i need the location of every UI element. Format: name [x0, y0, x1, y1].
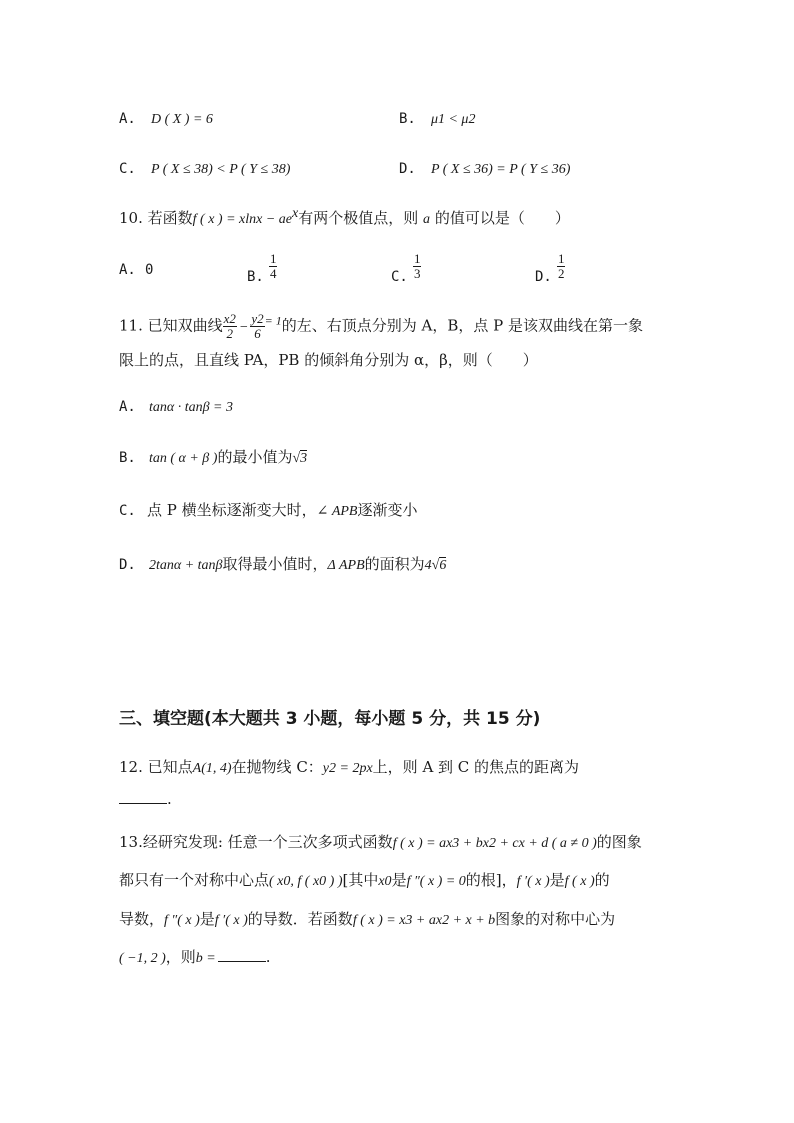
q13-line4-b: b = [195, 951, 216, 966]
question-13-line-3 [119, 908, 615, 929]
q10-expr-sup: x [292, 206, 299, 221]
option-label: D. [399, 161, 416, 177]
q13-line3-expr-3: f ( x ) = x3 + ax2 + x + b [352, 913, 496, 928]
option-label: C. [119, 161, 136, 177]
fraction-denominator: 3 [413, 266, 421, 281]
q11-option-d [119, 553, 446, 574]
answer-blank[interactable] [119, 791, 167, 804]
q9-option-b [399, 108, 475, 128]
q13-line3-expr-1: f ″( x ) [164, 913, 200, 928]
q13-line1-end: 的图象 [596, 833, 642, 851]
q13-line2-text-6: 的 [594, 871, 610, 889]
fraction-denominator: 2 [226, 326, 234, 341]
question-13-line-1 [119, 831, 642, 852]
fraction-denominator: 2 [557, 266, 565, 281]
q13-line2-text-3: 是 [391, 871, 407, 889]
question-number: 13. [119, 833, 143, 851]
q10-text-end: 的值可以是（ ） [434, 209, 570, 227]
q13-line3-text-3: 的导数．若函数 [247, 910, 353, 928]
option-expr: D ( X ) = 6 [150, 112, 213, 127]
option-expr: tan ( α + β ) [148, 451, 218, 466]
fraction [269, 252, 278, 281]
option-expr-2: Δ APB [327, 558, 365, 573]
section-heading: 三、填空题(本大题共 3 小题，每小题 5 分，共 15 分) [119, 709, 541, 729]
question-11-line-2: 限上的点，且直线 PA，PB 的倾斜角分别为 α，β，则（ ） [119, 351, 538, 369]
question-number: 12. [119, 758, 143, 776]
q13-line2-x0: x0 [378, 874, 392, 889]
question-13-line-4 [119, 946, 271, 967]
option-label: B. [247, 269, 264, 285]
option-label: C. [119, 503, 136, 519]
q10-option-a [119, 259, 153, 278]
q12-expr: y2 = 2px [322, 761, 373, 776]
fraction-numerator: 1 [413, 251, 421, 266]
sqrt-radicand: 3 [300, 451, 308, 466]
option-text: 的面积为 [364, 555, 425, 573]
question-12 [119, 756, 579, 777]
option-text: 的最小值为 [217, 448, 293, 466]
q12-point: A(1, 4) [192, 761, 232, 776]
q12-text-2: 在抛物线 C： [231, 758, 323, 776]
q10-text-after: 有两个极值点，则 [298, 209, 419, 227]
fraction-numerator: 1 [269, 251, 277, 266]
fraction-x [223, 312, 237, 341]
q10-expr: f ( x ) = xlnx − ae [192, 212, 293, 227]
option-label: C. [391, 269, 408, 285]
q13-line2-expr-2: f ″( x ) = 0 [406, 874, 466, 889]
fraction-numerator: x2 [223, 311, 236, 326]
q10-option-b [247, 252, 277, 285]
fraction-numerator: y2 [251, 311, 264, 326]
q13-line2-text-1: 都只有一个对称中心点 [119, 871, 270, 889]
option-value: 0 [144, 262, 154, 278]
question-11-line-1 [119, 312, 643, 341]
fraction-numerator: 1 [557, 251, 565, 266]
q13-line2-text-5: 是 [549, 871, 565, 889]
fraction [557, 252, 566, 281]
fraction [413, 252, 422, 281]
option-expr: tanα · tanβ = 3 [148, 400, 234, 415]
option-expr: P ( X ≤ 36) = P ( Y ≤ 36) [430, 162, 571, 177]
q13-line4-text: ，则 [165, 948, 196, 966]
option-text: 点 P 横坐标逐渐变大时， [146, 501, 317, 519]
sqrt-sign: √ [431, 558, 440, 573]
q13-line4-end: . [265, 948, 271, 966]
q13-line1-expr: f ( x ) = ax3 + bx2 + cx + d ( a ≠ 0 ) [392, 836, 597, 851]
sqrt-sign: √ [292, 451, 301, 466]
option-expr: ∠ APB [316, 504, 358, 519]
option-text: 取得最小值时， [222, 555, 328, 573]
q10-option-d [535, 252, 565, 285]
option-label: B. [399, 111, 416, 127]
question-10 [119, 206, 570, 228]
q12-answer-line [119, 790, 172, 808]
sqrt-radicand: 6 [439, 558, 447, 573]
option-label: D. [535, 269, 552, 285]
option-expr: P ( X ≤ 38) < P ( Y ≤ 38) [150, 162, 291, 177]
q9-option-d [399, 158, 570, 178]
q12-text-1: 已知点 [147, 758, 193, 776]
q13-line3-text-1: 导数， [119, 910, 165, 928]
q10-option-c [391, 252, 421, 285]
q13-line1-text: 经研究发现: 任意一个三次多项式函数 [142, 833, 393, 851]
q12-end: . [167, 790, 172, 808]
equals-one: = 1 [264, 313, 282, 328]
q11-line1-rest: 的左、右顶点分别为 A，B，点 P 是该双曲线在第一象 [281, 316, 644, 335]
q12-text-3: 上，则 A 到 C 的焦点的距离为 [372, 758, 580, 776]
q9-option-c [119, 158, 290, 178]
sqrt-coefficient: 4 [424, 558, 432, 573]
option-label: A. [119, 399, 136, 415]
option-label: A. [119, 111, 136, 127]
option-label: B. [119, 450, 136, 466]
fraction-y [250, 312, 264, 341]
question-13-line-2 [119, 869, 610, 890]
option-label: D. [119, 557, 136, 573]
q13-line3-expr-2: f ′( x ) [214, 913, 248, 928]
q13-line2-text-2: [其中 [342, 871, 379, 889]
q11-text-before: 已知双曲线 [147, 316, 223, 335]
q13-line3-text-4: 图象的对称中心为 [495, 910, 616, 928]
option-expr: 2tanα + tanβ [148, 558, 223, 573]
q11-option-a [119, 396, 233, 416]
fraction-denominator: 6 [254, 326, 261, 341]
option-text: 逐渐变小 [357, 501, 418, 519]
q11-option-b [119, 446, 307, 467]
q13-line2-expr-4: f ( x ) [564, 874, 595, 889]
q13-line3-text-2: 是 [199, 910, 215, 928]
q10-text-before: 若函数 [147, 209, 193, 227]
minus-sign: − [238, 319, 249, 335]
answer-blank[interactable] [218, 949, 266, 962]
q13-line2-text-4: 的根]， [465, 871, 517, 889]
q13-line2-expr-3: f ′( x ) [516, 874, 550, 889]
q13-line4-expr: ( −1, 2 ) [119, 951, 166, 966]
option-expr: μ1 < μ2 [430, 112, 476, 127]
q9-option-a [119, 108, 213, 128]
question-number: 10. [119, 209, 143, 227]
q10-var-a: a [423, 212, 431, 227]
fraction-denominator: 4 [269, 266, 277, 281]
q11-option-c [119, 499, 418, 520]
question-number: 11. [119, 316, 143, 335]
option-label: A. [119, 262, 136, 278]
q13-line2-expr-1: ( x0, f ( x0 ) ) [269, 874, 343, 889]
